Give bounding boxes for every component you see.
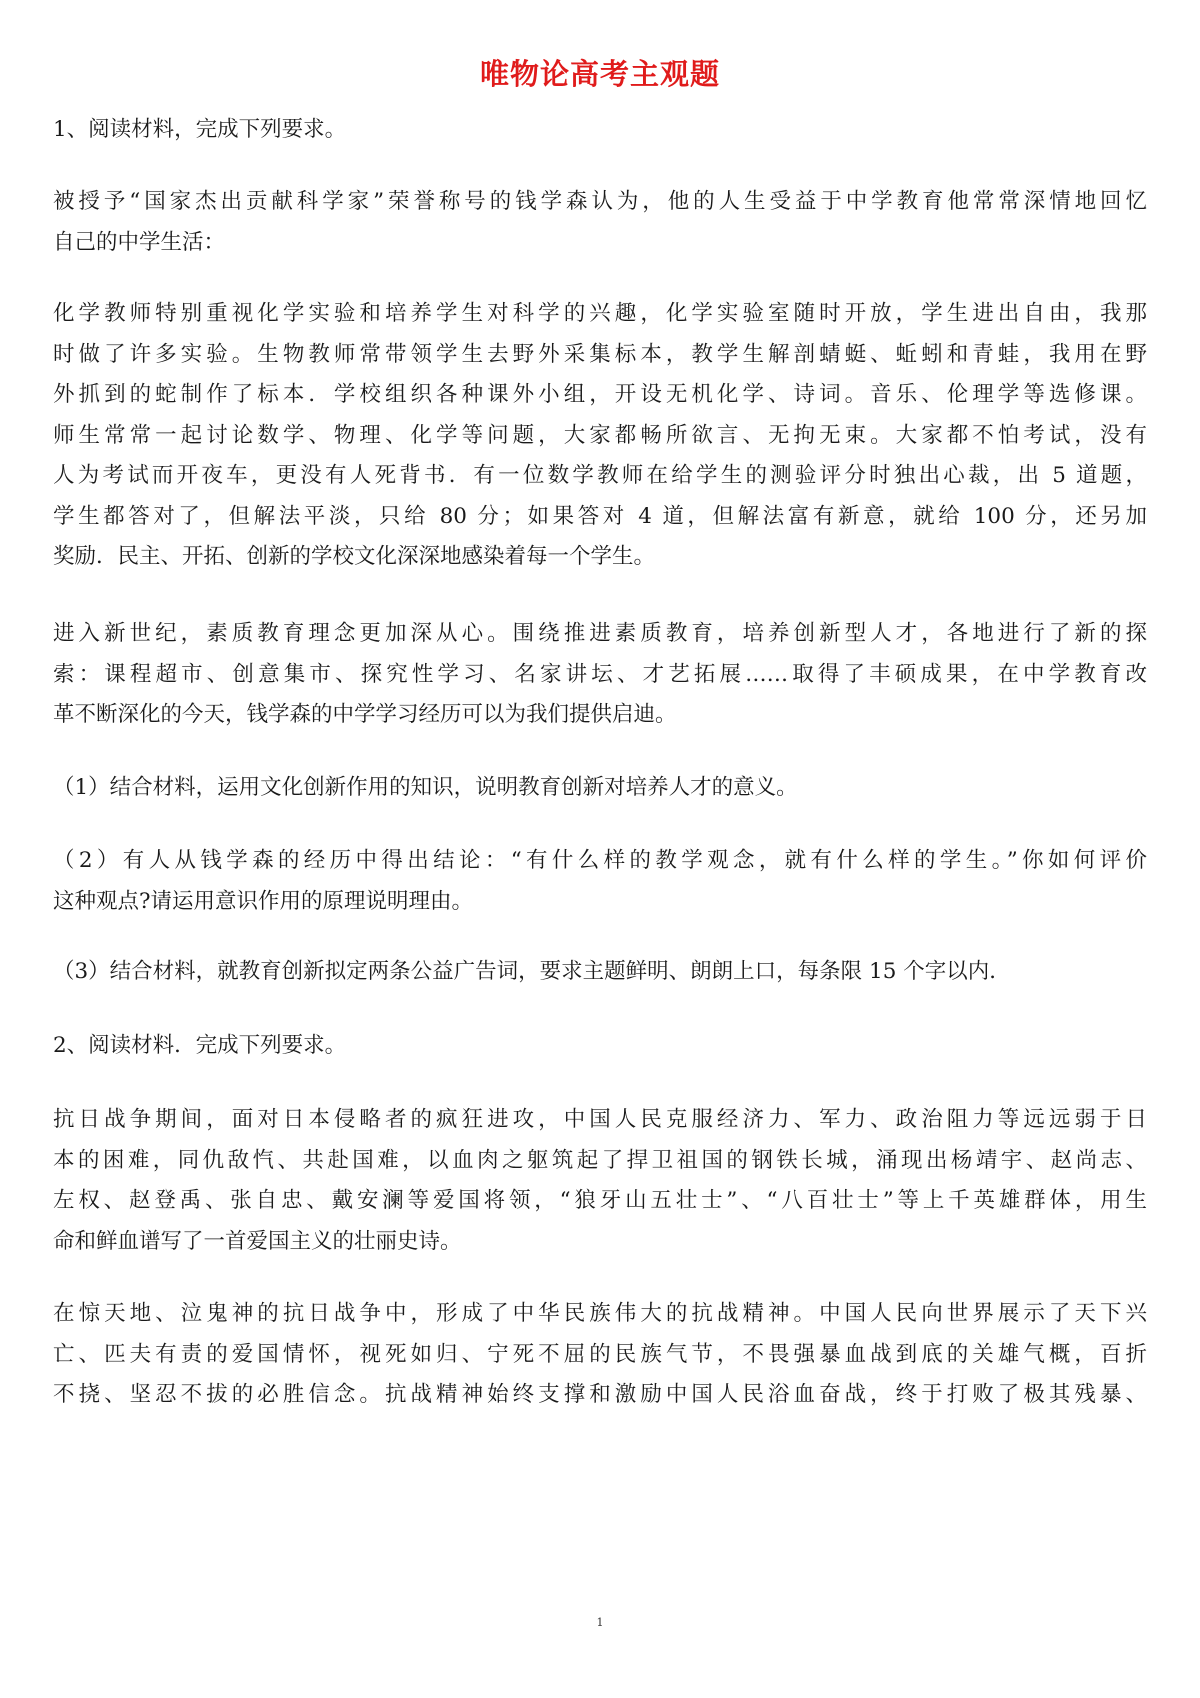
text-line: 在惊天地、泣鬼神的抗日战争中，形成了中华民族伟大的抗战精神。中国人民向世界展示了天下兴 — [53, 1301, 1147, 1326]
text-line: （1）结合材料，运用文化创新作用的知识，说明教育创新对培养人才的意义。 — [53, 775, 798, 800]
question-2-paragraph-1 — [53, 1100, 1147, 1262]
question-1-sub-1 — [53, 768, 1147, 809]
text-line: （2）有人从钱学森的经历中得出结论：“有什么样的教学观念，就有什么样的学生。”你如何评价 — [53, 848, 1147, 873]
question-2-heading — [53, 1026, 1147, 1067]
text-line: 时做了许多实验。生物教师常带领学生去野外采集标本，教学生解剖蜻蜓、蚯蚓和青蛙，我用在野 — [53, 341, 1147, 367]
question-1-paragraph-2 — [53, 294, 1147, 578]
text-line: 本的困难，同仇敌忾、共赴国难，以血肉之躯筑起了捍卫祖国的钢铁长城，涌现出杨靖宇、赵尚志、 — [53, 1147, 1147, 1173]
question-1-sub-2 — [53, 841, 1147, 922]
text-line: 进入新世纪，素质教育理念更加深从心。围绕推进素质教育，培养创新型人才，各地进行了新的探 — [53, 621, 1147, 646]
text-line: 外抓到的蛇制作了标本．学校组织各种课外小组，开设无机化学、诗词。音乐、伦理学等选修课。 — [53, 382, 1147, 407]
text-line: 不挠、坚忍不拔的必胜信念。抗战精神始终支撑和激励中国人民浴血奋战，终于打败了极其残暴、 — [53, 1382, 1147, 1407]
text-line: 师生常常一起讨论数学、物理、化学等问题，大家都畅所欲言、无拘无束。大家都不怕考试，没有 — [53, 422, 1147, 448]
text-line: 左权、赵登禹、张自忠、戴安澜等爱国将领，“狼牙山五壮士”、“八百壮士”等上千英雄群体，用生 — [53, 1188, 1147, 1213]
text-line: 命和鲜血谱写了一首爱国主义的壮丽史诗。 — [53, 1228, 462, 1254]
text-line: 被授予“国家杰出贡献科学家”荣誉称号的钱学森认为，他的人生受益于中学教育他常常深情地回忆 — [53, 189, 1147, 214]
text-line: 亡、匹夫有责的爱国情怀，视死如归、宁死不屈的民族气节，不畏强暴血战到底的关雄气概，百折 — [53, 1341, 1147, 1367]
page-number: 1 — [596, 1616, 604, 1629]
text-line: （3）结合材料，就教育创新拟定两条公益广告词，要求主题鲜明、朗朗上口，每条限 15 个字以内． — [53, 959, 1011, 984]
text-line: 革不断深化的今天，钱学森的中学学习经历可以为我们提供启迪。 — [53, 702, 677, 727]
question-2-heading-text: 2、阅读材料．完成下列要求。 — [53, 1033, 347, 1058]
question-1-heading-text: 1、阅读材料，完成下列要求。 — [53, 117, 347, 142]
question-1-sub-3 — [53, 952, 1147, 993]
text-line: 人为考试而开夜车，更没有人死背书．有一位数学教师在给学生的测验评分时独出心裁，出 5 道题， — [53, 463, 1147, 488]
text-line: 奖励．民主、开拓、创新的学校文化深深地感染着每一个学生。 — [53, 544, 656, 569]
text-line: 抗日战争期间，面对日本侵略者的疯狂进攻，中国人民克服经济力、军力、政治阻力等远远弱于日 — [53, 1107, 1147, 1132]
question-2-paragraph-2 — [53, 1294, 1147, 1416]
text-line: 这种观点?请运用意识作用的原理说明理由。 — [53, 888, 474, 914]
text-line: 化学教师特别重视化学实验和培养学生对科学的兴趣，化学实验室随时开放，学生进出自由，我那 — [53, 301, 1147, 326]
text-line: 学生都答对了，但解法平淡，只给 80 分；如果答对 4 道，但解法富有新意，就给 100 分，还另加 — [53, 503, 1147, 529]
question-1-paragraph-1 — [53, 182, 1147, 263]
text-line: 索：课程超市、创意集市、探究性学习、名家讲坛、才艺拓展……取得了丰硕成果，在中学教育改 — [53, 661, 1147, 687]
question-1-paragraph-3 — [53, 614, 1147, 736]
text-line: 自己的中学生活： — [53, 229, 226, 255]
document-title: 唯物论高考主观题 — [479, 57, 720, 91]
question-1-heading — [53, 110, 1147, 151]
